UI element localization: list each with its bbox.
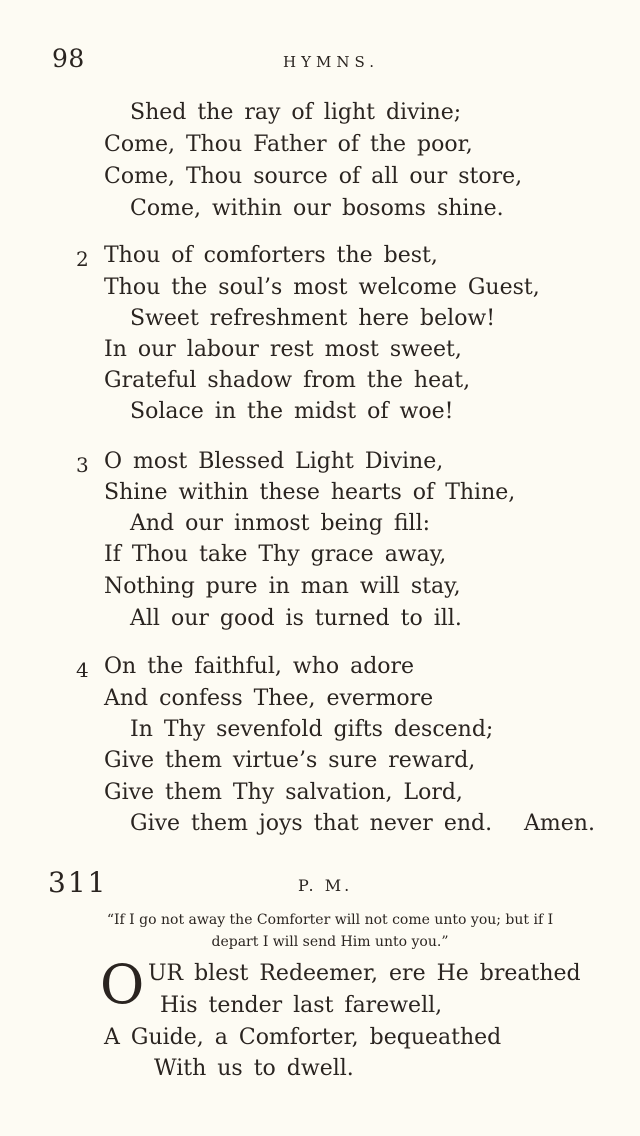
verse-line: UR blest Redeemer, ere He breathed [148, 961, 581, 986]
hymn-meter: P. M. [298, 876, 353, 895]
verse-line: Give them virtue’s sure reward, [104, 748, 476, 773]
verse-line: Sweet refreshment here below! [130, 306, 496, 331]
verse-line: In Thy sevenfold gifts descend; [130, 717, 494, 742]
verse-line: Thou the soul’s most welcome Guest, [104, 275, 540, 300]
verse-line: Grateful shadow from the heat, [104, 368, 471, 393]
verse-line: Give them joys that never end. [130, 811, 493, 836]
verse-line: On the faithful, who adore [104, 654, 415, 679]
verse-line: Thou of comforters the best, [104, 243, 438, 268]
verse-number: 2 [76, 247, 89, 271]
hymn-number: 311 [48, 866, 108, 899]
verse-line: His tender last farewell, [160, 993, 443, 1018]
verse-line: Come, Thou source of all our store, [104, 164, 523, 189]
verse-line: Nothing pure in man will stay, [104, 574, 461, 599]
verse-line: A Guide, a Comforter, bequeathed [104, 1025, 502, 1050]
verse-line: Come, within our bosoms shine. [130, 196, 504, 221]
verse-line: O most Blessed Light Divine, [104, 449, 444, 474]
verse-line: All our good is turned to ill. [130, 606, 462, 631]
verse-line: And our inmost being fill: [130, 511, 431, 536]
verse-line: And confess Thee, evermore [104, 686, 434, 711]
verse-number: 4 [76, 658, 89, 682]
verse-line: With us to dwell. [154, 1056, 354, 1081]
amen: Amen. [524, 811, 595, 836]
running-title: HYMNS. [283, 53, 379, 71]
verse-line: Solace in the midst of woe! [130, 399, 454, 424]
verse-line: Shed the ray of light divine; [130, 100, 462, 125]
epigraph-line: depart I will send Him unto you.” [211, 934, 449, 950]
verse-line: Come, Thou Father of the poor, [104, 132, 473, 157]
verse-line: In our labour rest most sweet, [104, 337, 462, 362]
verse-number: 3 [76, 453, 89, 477]
page-number: 98 [52, 44, 85, 73]
verse-line: Shine within these hearts of Thine, [104, 480, 516, 505]
verse-line: Give them Thy salvation, Lord, [104, 780, 463, 805]
epigraph-line: “If I go not away the Comforter will not come unto you; but if I [106, 912, 554, 928]
verse-line: If Thou take Thy grace away, [104, 542, 447, 567]
drop-cap: O [100, 953, 145, 1016]
